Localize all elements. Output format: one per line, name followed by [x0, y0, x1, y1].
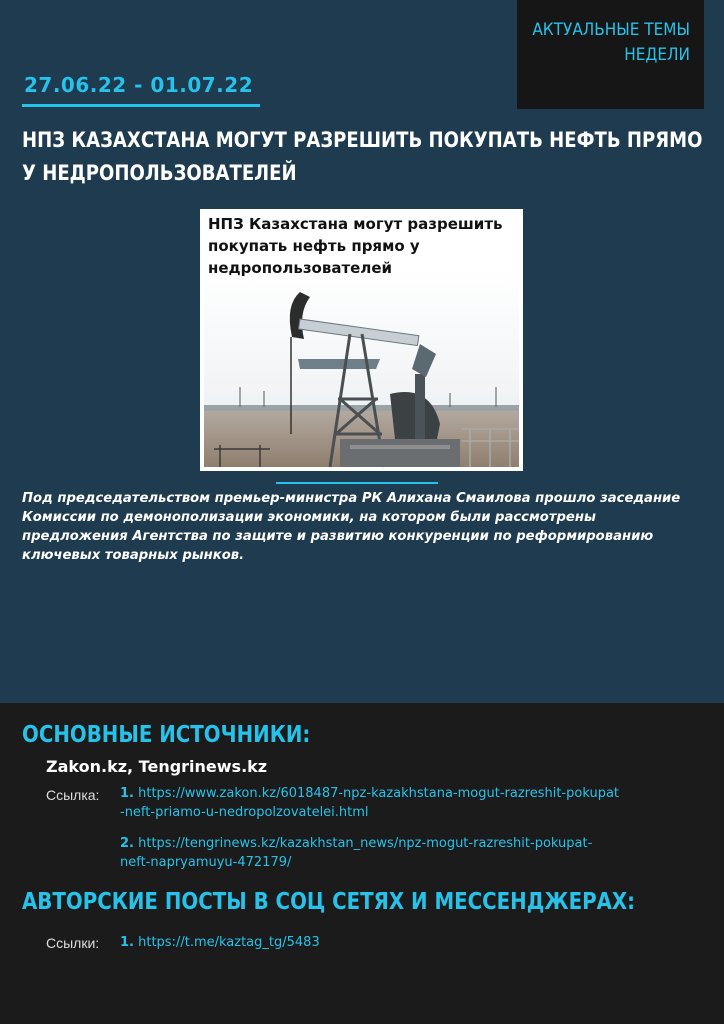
link-number: 2. [120, 836, 134, 851]
sources-heading: ОСНОВНЫЕ ИСТОЧНИКИ: [22, 722, 311, 748]
headline [22, 124, 703, 190]
link-url-line-1[interactable]: https://www.zakon.kz/6018487-npz-kazakhstana-mogut-razreshit-pokupat [138, 786, 620, 801]
headline-line-2: У НЕДРОПОЛЬЗОВАТЕЛЕЙ [22, 161, 297, 185]
date-range: 27.06.22 - 01.07.22 [24, 73, 254, 97]
social-posts-heading: АВТОРСКИЕ ПОСТЫ В СОЦ СЕТЯХ И МЕССЕНДЖЕРАХ: [22, 889, 636, 915]
link-url-line-2[interactable]: neft-napryamuyu-472179/ [120, 855, 292, 870]
source-names: Zakon.kz, Tengrinews.kz [46, 757, 268, 776]
link-url-line-1[interactable]: https://tengrinews.kz/kazakhstan_news/npz-mogut-razreshit-pokupat- [138, 836, 593, 851]
source-link-1[interactable] [120, 784, 710, 822]
separator-line [276, 482, 438, 484]
photo-caption: НПЗ Казахстана могут разрешить покупать нефть прямо у недропользователей [208, 215, 503, 277]
source-link-2[interactable] [120, 834, 710, 872]
date-underline [22, 104, 260, 107]
badge-line-1: АКТУАЛЬНЫЕ ТЕМЫ [532, 20, 690, 40]
link-label: Ссылка: [46, 787, 100, 803]
badge-text [517, 18, 704, 68]
news-photo [200, 209, 523, 471]
link-url[interactable]: https://t.me/kaztag_tg/5483 [138, 935, 320, 950]
headline-line-1: НПЗ КАЗАХСТАНА МОГУТ РАЗРЕШИТЬ ПОКУПАТЬ НЕФТЬ ПРЯМО [22, 128, 703, 152]
links-label: Ссылки: [46, 935, 100, 951]
link-number: 1. [120, 935, 134, 950]
link-url-line-2[interactable]: -neft-priamo-u-nedropolzovatelei.html [120, 805, 369, 820]
badge-line-2: НЕДЕЛИ [624, 45, 690, 65]
lead-paragraph: Под председательством премьер-министра РК Алихана Смаилова прошло заседание Комиссии по демонополизации экономики, на котором были рассмотрены предложения Агентства по защите и развитию конкуренции по реформированию ключевых товарных рынков. [22, 491, 681, 563]
link-number: 1. [120, 786, 134, 801]
social-link-1[interactable] [120, 933, 320, 952]
sources-section [0, 703, 724, 1024]
weekly-topics-badge [517, 0, 704, 109]
